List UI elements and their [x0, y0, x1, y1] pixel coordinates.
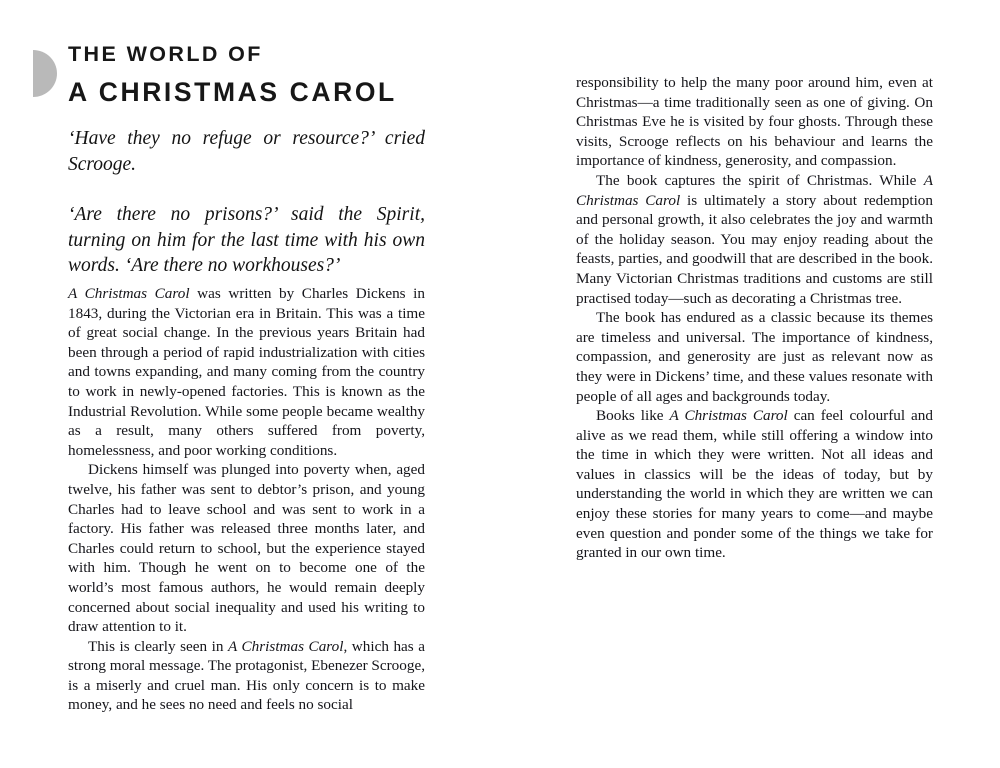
paragraph: The book has endured as a classic because its themes are timeless and universal. The importance of kindness, compassion, and generosity are just as relevant now as they were in Dickens’ time, and these values resonate with people of all ages and backgrounds today.	[576, 309, 933, 405]
paragraph: responsibility to help the many poor around him, even at Christmas—a time traditionally seen as one of giving. On Christmas Eve he is visited by four ghosts. Through these visits, Scrooge reflects on his behaviour and learns the importance of kindness, generosity, and compassion.	[576, 74, 933, 170]
paragraph: The book captures the spirit of Christmas. While A Christmas Carol is ultimately a story about redemption and personal growth, it also celebrates the joy and warmth of the holiday season. You may enjoy reading about the feasts, parties, and goodwill that are described in the book. Many Victorian Christmas traditions and customs are still practised today—such as decorating a Christmas tree.	[576, 171, 933, 307]
body-column-left	[68, 284, 425, 715]
body-column-right	[576, 73, 933, 563]
paragraph: This is clearly seen in A Christmas Carol, which has a strong moral message. The protagonist, Ebenezer Scrooge, is a miserly and cruel man. His only concern is to make money, and he sees no need and feels no social	[68, 637, 426, 714]
pull-quote-group	[68, 126, 425, 279]
title-line-1: THE WORLD OF	[68, 42, 263, 66]
half-disc-decoration	[33, 50, 57, 97]
paragraph: Dickens himself was plunged into poverty when, aged twelve, his father was sent to debtor’s prison, and young Charles had to leave school and was sent to work in a factory. His father was released three months later, and Charles could return to school, but the experience stayed with him. Though he went on to become one of the world’s most famous authors, he would remain deeply concerned about social inequality and used his writing to draw attention to it.	[68, 461, 425, 636]
pull-quote-2: ‘Are there no prisons?’ said the Spirit, turning on him for the last time with his own words. ‘Are there no workhouses?’	[68, 204, 425, 276]
paragraph: A Christmas Carol was written by Charles Dickens in 1843, during the Victorian era in Britain. This was a time of great social change. In the previous years Britain had been through a period of rapid industrialization with cities and towns expanding, and many coming from the country to work in newly-opened factories. This is known as the Industrial Revolution. While some people became wealthy as a result, many others suffered from poverty, homelessness, and poor working conditions.	[68, 285, 425, 459]
paragraph: Books like A Christmas Carol can feel colourful and alive as we read them, while still offering a window into the time in which they were written. Not all ideas and values in classics will be the ideas of today, but by understanding the world in which they are written we can enjoy these stories for many years to come—and maybe even question and ponder some of the things we take for granted in our own time.	[576, 407, 933, 562]
pull-quote-1: ‘Have they no refuge or resource?’ cried Scrooge.	[68, 128, 425, 175]
title-line-2: A CHRISTMAS CAROL	[68, 76, 397, 107]
page-title	[68, 44, 488, 105]
